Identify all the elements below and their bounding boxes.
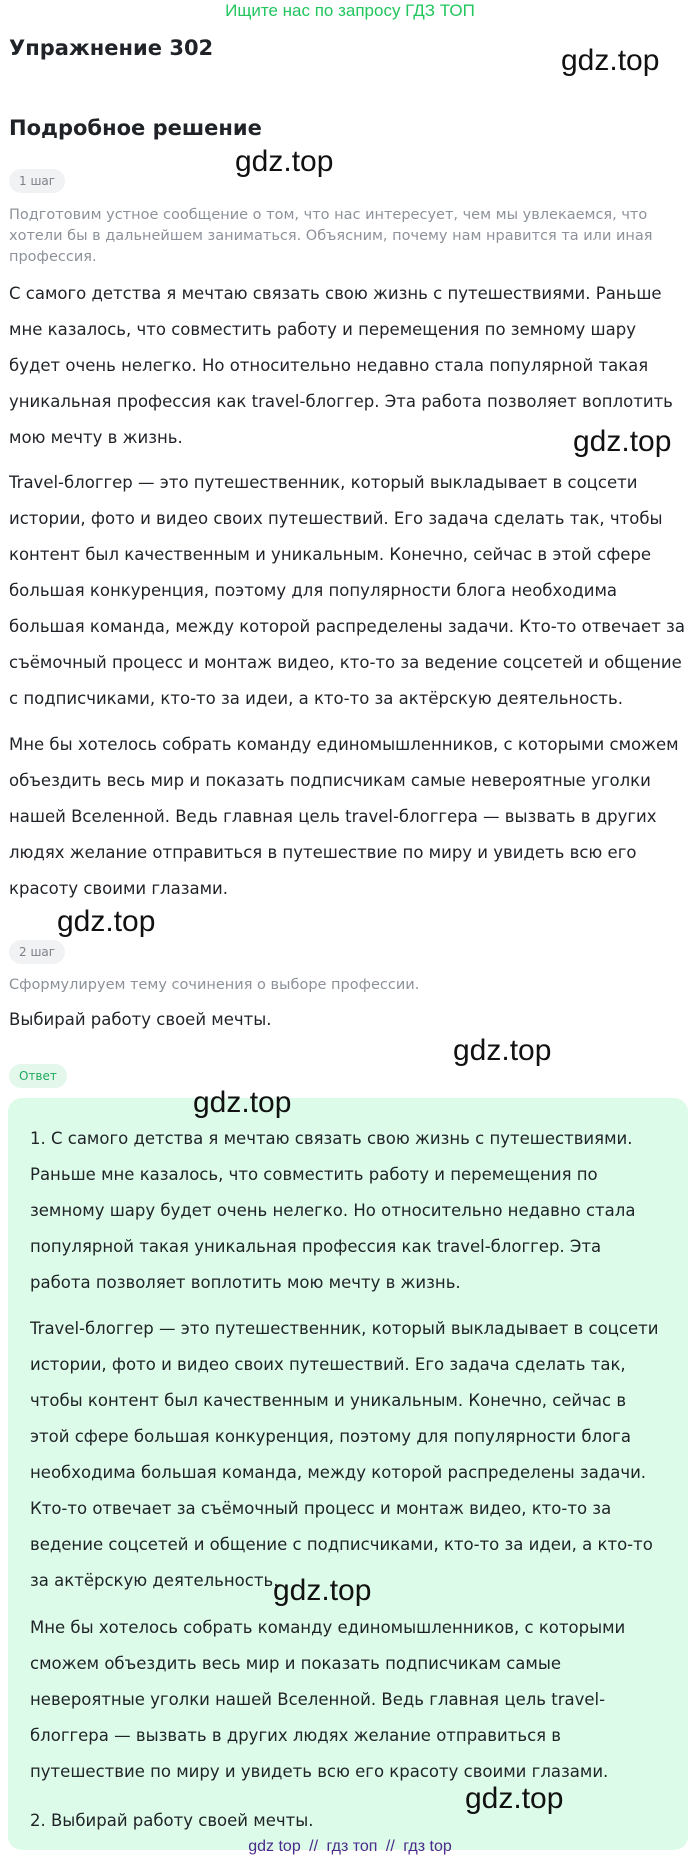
- watermark: gdz.top: [561, 44, 660, 77]
- answer-paragraph-2: Travel-блоггер — это путешественник, который выкладывает в соцсети истории, фото и видео своих путешествий. Его задача сделать так, чтобы контент был качественным и уникальным. Конечно, сейчас в этой сфере большая конкуренция, поэтому для популярности блога необходима большая команда, между которой распределены задачи. Кто-то отвечает за съёмочный процесс и монтаж видео, кто-то за ведение соцсетей и общение с подписчиками, кто-то за идеи, а кто-то за актёрскую деятельность.: [30, 1319, 659, 1590]
- step-2-hint: Сформулируем тему сочинения о выборе профессии.: [9, 977, 420, 993]
- step-1-paragraph-2: Travel-блоггер — это путешественник, который выкладывает в соцсети истории, фото и видео своих путешествий. Его задача сделать так, чтобы контент был качественным и уникальным. Конечно, сейчас в этой сфере большая конкуренция, поэтому для популярности блога необходима большая команда, между которой распределены задачи. Кто-то отвечает за съёмочный процесс и монтаж видео, кто-то за ведение соцсетей и общение с подписчиками, кто-то за идеи, а кто-то за актёрскую деятельность.: [9, 473, 685, 708]
- answer-paragraph-1: 1. С самого детства я мечтаю связать свою жизнь с путешествиями. Раньше мне казалось, что совместить работу и перемещения по земному шару будет очень нелегко. Но относительно недавно стала популярной такая уникальная профессия как travel-блоггер. Эта работа позволяет воплотить мою мечту в жизнь.: [30, 1129, 636, 1292]
- step-1-paragraph-1: С самого детства я мечтаю связать свою жизнь с путешествиями. Раньше мне казалось, что совместить работу и перемещения по земному шару будет очень нелегко. Но относительно недавно стала популярной такая уникальная профессия как travel-блоггер. Эта работа позволяет воплотить мою мечту в жизнь.: [9, 284, 673, 447]
- search-banner: Ищите нас по запросу ГДЗ ТОП: [225, 1, 475, 20]
- step-1-badge: 1 шаг: [9, 169, 65, 193]
- watermark: gdz.top: [235, 145, 334, 178]
- step-1-hint: Подготовим устное сообщение о том, что нас интересует, чем мы увлекаемся, что хотели бы в дальнейшем заниматься. Объясним, почему нам нравится та или иная профессия.: [9, 207, 653, 265]
- watermark: gdz.top: [193, 1086, 292, 1119]
- answer-paragraph-4: 2. Выбирай работу своей мечты.: [30, 1811, 314, 1830]
- step-1-paragraph-3: Мне бы хотелось собрать команду единомышленников, с которыми сможем объездить весь мир и показать подписчикам самые невероятные уголки нашей Вселенной. Ведь главная цель travel-блоггера — вызвать в других людях желание отправиться в путешествие по миру и увидеть всю его красоту своими глазами.: [9, 735, 679, 898]
- answer-paragraph-3: Мне бы хотелось собрать команду единомышленников, с которыми сможем объездить весь мир и показать подписчикам самые невероятные уголки нашей Вселенной. Ведь главная цель travel-блоггера — вызвать в других людях желание отправиться в путешествие по миру и увидеть всю его красоту своими глазами.: [30, 1618, 626, 1781]
- footer-links: [0, 1836, 700, 1858]
- footer-link-gdz-top-mixed[interactable]: гдз top: [403, 1838, 452, 1855]
- step-2-badge: 2 шаг: [9, 940, 65, 964]
- footer-link-gdz-top[interactable]: gdz top: [248, 1838, 301, 1855]
- answer-badge: Ответ: [9, 1064, 67, 1088]
- exercise-title: Упражнение 302: [9, 36, 214, 60]
- step-2-text: Выбирай работу своей мечты.: [9, 1010, 272, 1029]
- footer-link-gdz-top-ru[interactable]: гдз топ: [326, 1838, 378, 1855]
- watermark: gdz.top: [273, 1574, 372, 1607]
- footer-separator: //: [309, 1838, 319, 1855]
- watermark: gdz.top: [465, 1782, 564, 1815]
- footer-separator: //: [385, 1838, 395, 1855]
- answer-box: [8, 1098, 688, 1850]
- solution-title: Подробное решение: [9, 116, 262, 140]
- watermark: gdz.top: [57, 905, 156, 938]
- watermark: gdz.top: [453, 1034, 552, 1067]
- watermark: gdz.top: [573, 425, 672, 458]
